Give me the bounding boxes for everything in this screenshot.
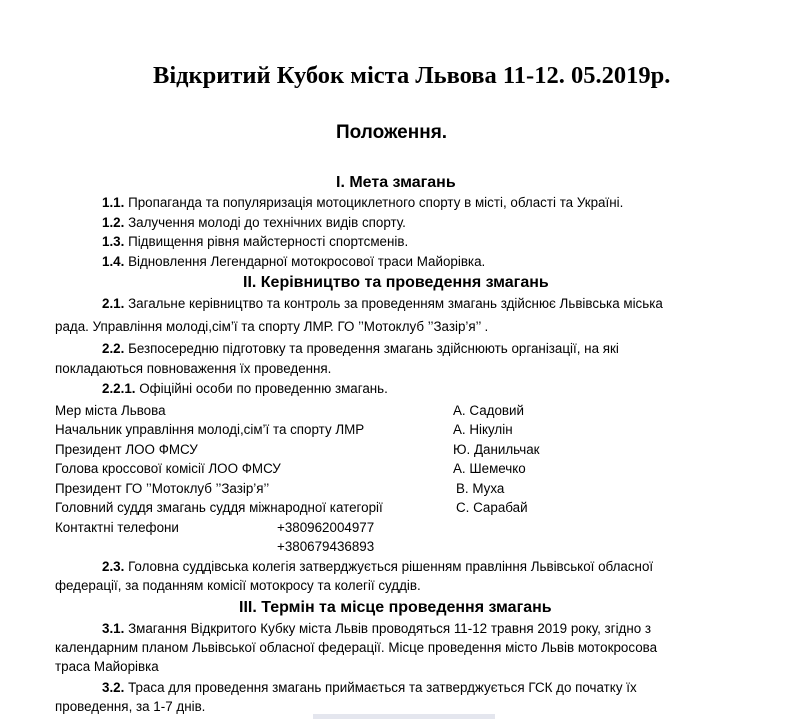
- paragraph-number: 1.4.: [102, 254, 125, 269]
- official-role: Президент ЛОО ФМСУ: [55, 442, 198, 457]
- paragraph-2-3-line2: федерації, за поданням комісії мотокросу та колегії суддів.: [55, 578, 421, 593]
- paragraph-number: 2.1.: [102, 296, 125, 311]
- paragraph-text: Пропаганда та популяризація мотоциклетного спорту в місті, області та Україні.: [124, 195, 624, 210]
- section-2-heading: II. Керівництво та проведення змагань: [243, 274, 549, 291]
- official-role: Президент ГО ’’Мотоклуб ’’Зазір’я’’: [55, 481, 270, 496]
- paragraph-number: 1.1.: [102, 195, 125, 210]
- paragraph-3-2-line1: [102, 681, 637, 694]
- paragraph-2-1-line1: [102, 297, 663, 310]
- paragraph-1-4: [102, 255, 485, 268]
- contact-phone: +380962004977: [277, 520, 375, 535]
- paragraph-1-2: [102, 216, 406, 229]
- paragraph-1-1: [102, 196, 623, 209]
- paragraph-3-1-line1: [102, 622, 651, 635]
- contact-phone: +380679436893: [277, 539, 375, 554]
- paragraph-2-2-line2: покладаються повноваження їх проведення.: [55, 361, 332, 376]
- paragraph-3-2-line2: проведення, за 1-7 днів.: [55, 699, 206, 714]
- paragraph-text: Змагання Відкритого Кубку міста Львів проводяться 11-12 травня 2019 року, згідно з: [124, 621, 652, 636]
- paragraph-number: 2.2.1.: [102, 381, 136, 396]
- paragraph-number: 1.2.: [102, 215, 125, 230]
- paragraph-2-2-line1: [102, 342, 619, 355]
- official-name: А. Шемечко: [453, 461, 526, 476]
- official-role: Голова кроссової комісії ЛОО ФМСУ: [55, 461, 281, 476]
- paragraph-number: 2.3.: [102, 559, 125, 574]
- official-name: А. Нікулін: [453, 422, 513, 437]
- paragraph-number: 1.3.: [102, 234, 125, 249]
- section-1-heading: I. Мета змагань: [336, 174, 456, 191]
- paragraph-2-2-1: [102, 382, 388, 395]
- paragraph-text: Загальне керівництво та контроль за проведенням змагань здійснює Львівська міська: [124, 296, 663, 311]
- paragraph-text: Відновлення Легендарної мотокросової траси Майорівка.: [124, 254, 486, 269]
- paragraph-1-3: [102, 235, 408, 248]
- contacts-label: Контактні телефони: [55, 520, 179, 535]
- official-role: Головний суддя змагань суддя міжнародної категорії: [55, 500, 383, 515]
- paragraph-number: 3.1.: [102, 621, 125, 636]
- official-role: Мер міста Львова: [55, 403, 166, 418]
- paragraph-text: Офіційні особи по проведенню змагань.: [135, 381, 388, 396]
- paragraph-3-1-line3: траса Майорівка: [55, 659, 159, 674]
- paragraph-number: 2.2.: [102, 341, 125, 356]
- paragraph-2-3-line1: [102, 560, 653, 573]
- paragraph-text: Безпосередню підготовку та проведення змагань здійснюють організації, на які: [124, 341, 619, 356]
- paragraph-text: Траса для проведення змагань приймається та затверджується ГСК до початку їх: [124, 680, 637, 695]
- official-name: В. Муха: [456, 481, 505, 496]
- paragraph-3-1-line2: календарним планом Львівської обласної федерації. Місце проведення місто Львів мотокросова: [55, 640, 658, 655]
- document-subtitle: Положення.: [336, 122, 448, 143]
- paragraph-number: 3.2.: [102, 680, 125, 695]
- paragraph-text: Головна суддівська колегія затверджується рішенням правління Львівської обласної: [124, 559, 654, 574]
- paragraph-text: Залучення молоді до технічних видів спорту.: [124, 215, 406, 230]
- document-title: Відкритий Кубок міста Львова 11-12. 05.2019р.: [153, 62, 671, 89]
- paragraph-2-1-line2: рада. Управління молоді,сім’ї та спорту ЛМР. ГО ’’Мотоклуб ’’Зазір’я’’ .: [55, 319, 489, 334]
- paragraph-text: Підвищення рівня майстерності спортсменів.: [124, 234, 409, 249]
- section-3-heading: III. Термін та місце проведення змагань: [239, 599, 552, 616]
- horizontal-scrollbar[interactable]: [313, 714, 495, 719]
- official-name: А. Садовий: [453, 403, 524, 418]
- official-name: С. Сарабай: [456, 500, 528, 515]
- official-name: Ю. Данильчак: [453, 442, 540, 457]
- official-role: Начальник управління молоді,сім’ї та спорту ЛМР: [55, 422, 365, 437]
